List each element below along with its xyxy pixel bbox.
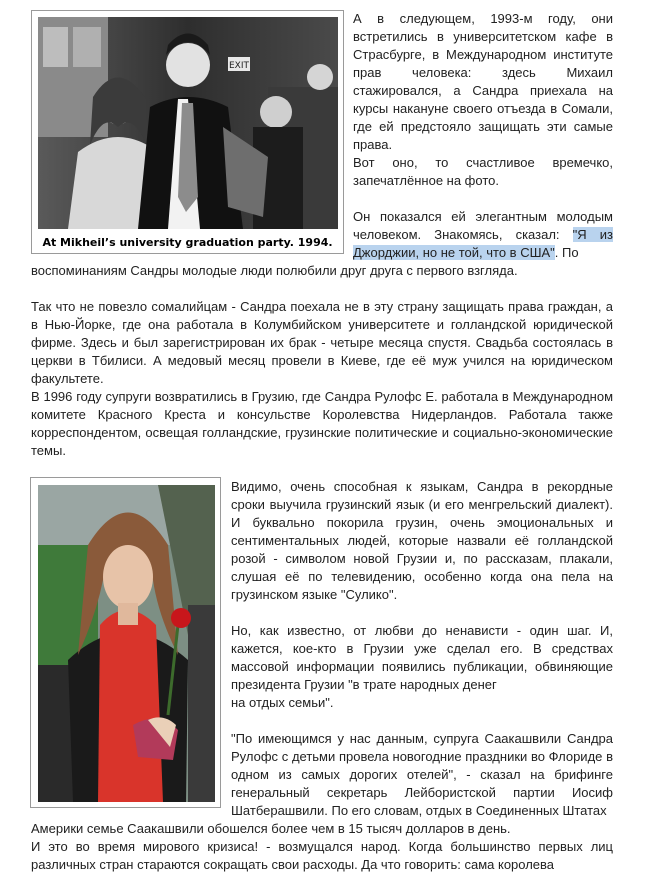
photo-caption: At Mikheil’s university graduation party. 1994. bbox=[42, 236, 333, 249]
paragraph-return-georgia: В 1996 году супруги возвратились в Грузию, где Сандра Рулофс Е. работала в Международном комитете Красного Креста и консульстве Королевства Нидерландов. Работала также корреспондентом, освещая голландские, грузинские политические и социально-экономические темы. bbox=[31, 389, 613, 458]
paragraph-language: Видимо, очень способная к языкам, Сандра в рекордные сроки выучила грузинский язык (и его менгрельский диалект). И буквально покорила грузин, очень эмоциональных и сентиментальных людей, которые назвали её голландской розой - символом новой Грузии и, по рассказам, плакали, слушая её по телевидению, особенно когда она пела на грузинском языке "Сулико". bbox=[231, 479, 613, 602]
language-text-block bbox=[231, 478, 613, 604]
intro-text-block bbox=[353, 10, 613, 190]
middle-text-block bbox=[31, 298, 613, 388]
paragraph-first-impression-start: Он показался ей элегантным молодым человеком. Знакомясь, сказал: bbox=[353, 209, 613, 242]
paragraph-photo-note: Вот оно, то счастливое времечко, запечатлённое на фото. bbox=[353, 155, 613, 188]
paragraph-criticism: Но, как известно, от любви до ненависти - один шаг. И, кажется, кое-кто в Грузии уже сделал его. В средствах массовой информации появились публикации, обвиняющие президента Грузии "в трате народных денег bbox=[231, 623, 613, 692]
exit-sign: EXIT bbox=[228, 61, 250, 71]
first-impression-right bbox=[353, 208, 613, 262]
paragraph-briefing-end: Америки семье Саакашвили обошелся более чем в 15 тысяч долларов в день. bbox=[31, 821, 511, 836]
highlighted-quote[interactable]: "Я из Джорджии, но не той, что в США" bbox=[353, 227, 613, 260]
graduation-photo bbox=[38, 17, 338, 229]
paragraph-briefing: "По имеющимся у нас данным, супруга Саакашвили Сандра Рулофс с детьми провела новогодние праздники во Флориде в одном из самых дорогих отелей", - сказал на брифинге генеральный секретарь Лейбористской партии Иосиф Шатберашвили. По его словам, отдых в Соединенных Штатах bbox=[231, 731, 613, 818]
paragraph-criticism-end: на отдых семьи". bbox=[231, 695, 334, 710]
paragraph-first-sight: воспоминаниям Сандры молодые люди полюбили друг друга с первого взгляда. bbox=[31, 263, 518, 278]
paragraph-new-york: Так что не повезло сомалийцам - Сандра поехала не в эту страну защищать права граждан, а в Нью-Йорке, где она работала в Колумбийском университете и голландской юридической фирме. Здесь и был зарегистрирован их брак - четыре месяца спустя. Свадьба состоялась в церкви в Тбилиси. А медовый месяц провели в Киеве, где её муж учился на юридическом факультете. bbox=[31, 299, 613, 386]
paragraph-meeting: А в следующем, 1993-м году, они встретились в университетском кафе в Страсбурге, в Международном институте прав человека: здесь Михаил стажировался, а Сандра приехала на курсы накануне своего отъезда в Сомали, где ей предстояло защищать эти самые права. bbox=[353, 11, 613, 152]
bottom-full-text bbox=[31, 820, 613, 874]
criticism-text-block bbox=[231, 622, 613, 712]
first-impression-continued bbox=[31, 262, 613, 280]
graduation-photo-frame bbox=[31, 10, 344, 254]
sandra-photo-frame bbox=[30, 477, 221, 808]
paragraph-first-impression-end-head: . По bbox=[554, 245, 579, 260]
paragraph-crisis: И это во время мирового кризиса! - возмущался народ. Когда большинство первых лиц различных стран стараются сокращать свои расходы. Да что говорить: сама королева bbox=[31, 839, 613, 872]
middle-text-block-2 bbox=[31, 388, 613, 460]
briefing-text-block bbox=[231, 730, 613, 820]
sandra-rose-photo bbox=[38, 485, 215, 802]
